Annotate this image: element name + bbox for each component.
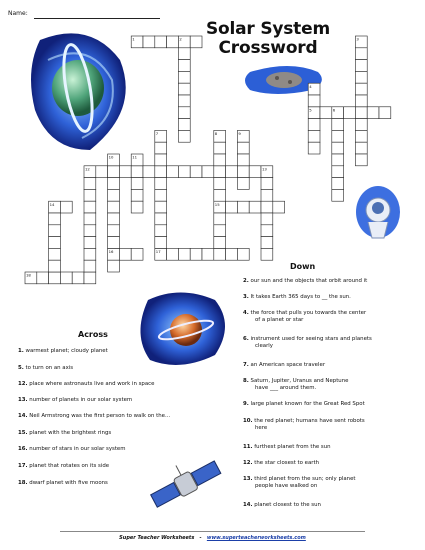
clue-text: place where astronauts live and work in space [29,381,155,387]
crossword-cell[interactable] [178,107,190,119]
crossword-cell[interactable] [108,178,120,190]
clue-text: Neil Armstrong was the first person to walk on the... [29,413,171,419]
crossword-cell[interactable] [84,213,96,225]
crossword-cell[interactable] [60,201,72,213]
crossword-cell[interactable] [178,248,190,260]
crossword-cell[interactable] [108,237,120,249]
crossword-cell[interactable] [49,225,61,237]
across-clue [18,430,193,437]
clue-text: planet with the brightest rings [29,430,112,436]
clue-number: 3. [243,294,249,300]
crossword-cell[interactable] [49,237,61,249]
clue-number: 6. [243,336,249,342]
crossword-cell[interactable] [355,142,367,154]
crossword-cell[interactable] [226,201,238,213]
crossword-cell[interactable] [308,130,320,142]
cell-number: 15 [214,201,220,207]
crossword-cell[interactable] [261,213,273,225]
clue-text: clearly [255,343,273,349]
clue-number: 15. [18,430,28,436]
clue-text: an American space traveler [250,362,326,368]
crossword-cell[interactable] [261,225,273,237]
crossword-cell[interactable] [155,154,167,166]
crossword-cell[interactable] [84,178,96,190]
crossword-cell[interactable] [167,36,179,48]
crossword-cell[interactable] [108,260,120,272]
crossword-cell[interactable] [155,189,167,201]
cell-number: 3 [356,36,359,42]
crossword-cell[interactable] [332,166,344,178]
across-clue [18,480,193,487]
down-clue [243,294,418,301]
crossword-cell[interactable] [237,201,249,213]
clue-text: It takes Earth 365 days to __ the sun. [250,294,351,300]
down-clue [243,362,418,369]
crossword-cell[interactable] [119,248,131,260]
crossword-cell[interactable] [367,107,379,119]
cell-number: 7 [155,131,159,136]
crossword-cell[interactable] [308,95,320,107]
crossword-cell[interactable] [108,201,120,213]
crossword-cell[interactable] [214,213,226,225]
cell-number: 13 [262,166,267,172]
clue-text: of a planet or star [255,317,304,323]
footer [0,535,425,541]
crossword-cell[interactable] [261,248,273,260]
crossword-cell[interactable] [355,95,367,107]
planet-with-ring-icon [31,33,126,150]
crossword-cell[interactable] [226,248,238,260]
across-clue [18,413,193,420]
crossword-cell[interactable] [178,48,190,60]
clue-text: to turn on an axis [25,365,74,371]
crossword-cell[interactable] [355,130,367,142]
clue-text: instrument used for seeing stars and planets [250,336,372,342]
clue-number: 7. [243,362,249,368]
crossword-cell[interactable] [49,248,61,260]
crossword-cell[interactable] [190,248,202,260]
crossword-cell[interactable] [237,154,249,166]
clue-number: 2. [243,278,249,284]
crossword-cell[interactable] [72,272,84,284]
crossword-cell[interactable] [332,130,344,142]
crossword-cell[interactable] [202,166,214,178]
crossword-cell[interactable] [190,36,202,48]
crossword-cell[interactable] [178,83,190,95]
crossword-cell[interactable] [119,166,131,178]
crossword-cell[interactable] [60,272,72,284]
down-clue [243,278,418,285]
across-clue [18,397,193,404]
crossword-cell[interactable] [190,166,202,178]
crossword-cell[interactable] [84,189,96,201]
crossword-cell[interactable] [214,225,226,237]
crossword-cell[interactable] [37,272,49,284]
crossword-cell[interactable] [155,36,167,48]
across-clue [18,446,193,453]
crossword-cell[interactable] [249,166,261,178]
crossword-cell[interactable] [379,107,391,119]
crossword-cell[interactable] [332,154,344,166]
crossword-cell[interactable] [214,248,226,260]
down-header: Down [290,262,316,271]
crossword-cell[interactable] [261,189,273,201]
clue-number: 9. [243,401,249,407]
crossword-cell[interactable] [131,189,143,201]
crossword-cell[interactable] [332,119,344,131]
cell-number: 16 [108,249,114,254]
crossword-cell[interactable] [214,142,226,154]
cell-number: 11 [132,154,138,160]
name-label: Name: [8,10,28,17]
cell-number: 5 [309,107,312,113]
footer-divider [60,531,365,532]
crossword-cell[interactable] [355,107,367,119]
title-line-1: Solar System [206,19,330,39]
across-clue [18,365,193,372]
crossword-cell[interactable] [308,142,320,154]
cell-number: 6 [332,107,336,113]
crossword-cell[interactable] [84,201,96,213]
crossword-cell[interactable] [355,154,367,166]
footer-brand: Super Teacher Worksheets [119,535,195,541]
clue-text: third planet from the sun; only planet [254,476,356,482]
cell-number: 2 [179,36,182,42]
cell-number: 8 [214,131,218,136]
astronaut-icon [356,186,400,238]
title-line-2: Crossword [218,38,318,58]
crossword-cell[interactable] [237,142,249,154]
clue-text: large planet known for the Great Red Spot [250,401,365,407]
clue-text: number of stars in our solar system [29,446,126,452]
crossword-cell[interactable] [131,248,143,260]
cell-number: 17 [155,249,161,254]
cell-number: 4 [309,83,312,89]
crossword-cell[interactable] [155,166,167,178]
crossword-cell[interactable] [237,166,249,178]
crossword-cell[interactable] [49,213,61,225]
across-clue [18,381,193,388]
clue-text: our sun and the objects that orbit around it [250,278,368,284]
crossword-cell[interactable] [143,36,155,48]
down-clue [243,444,418,451]
crossword-cell[interactable] [355,83,367,95]
clue-text: here [255,425,268,431]
cell-number: 9 [238,131,241,136]
clue-number: 12. [243,460,253,466]
crossword-cell[interactable] [155,225,167,237]
clue-number: 14. [243,502,253,508]
clue-text: furthest planet from the sun [254,444,331,450]
down-clue [243,502,418,509]
crossword-cell[interactable] [108,213,120,225]
across-header: Across [78,330,108,339]
crossword-cell[interactable] [84,237,96,249]
clue-number: 8. [243,378,249,384]
crossword-cell[interactable] [320,107,332,119]
crossword-cell[interactable] [308,119,320,131]
crossword-cell[interactable] [214,189,226,201]
cell-number: 12 [85,166,90,172]
clue-number: 10. [243,418,253,424]
crossword-cell[interactable] [155,178,167,190]
crossword-cell[interactable] [332,178,344,190]
down-clue [243,378,418,392]
clue-text: the red planet; humans have sent robots [254,418,365,424]
clue-text: the star closest to earth [254,460,320,466]
clue-number: 11. [243,444,253,450]
crossword-cell[interactable] [261,237,273,249]
clue-number: 14. [18,413,28,419]
crossword-cell[interactable] [49,260,61,272]
crossword-cell[interactable] [355,60,367,72]
clue-text: planet closest to the sun [254,502,321,508]
crossword-cell[interactable] [143,166,155,178]
crossword-cell[interactable] [131,201,143,213]
crossword-cell[interactable] [355,119,367,131]
crossword-cell[interactable] [108,189,120,201]
crossword-cell[interactable] [155,213,167,225]
crossword-cell[interactable] [178,119,190,131]
crossword-cell[interactable] [84,272,96,284]
crossword-cell[interactable] [261,201,273,213]
crossword-cell[interactable] [214,154,226,166]
clue-number: 1. [18,348,24,354]
crossword-cell[interactable] [178,95,190,107]
clue-text: have ___ around them. [255,385,317,391]
cell-number: 18 [26,272,31,278]
cell-number: 14 [49,201,55,207]
crossword-cell[interactable] [214,178,226,190]
crossword-cell[interactable] [261,178,273,190]
crossword-cell[interactable] [214,237,226,249]
crossword-cell[interactable] [84,248,96,260]
clue-number: 18. [18,480,28,486]
crossword-cell[interactable] [249,201,261,213]
down-clue [243,460,418,467]
crossword-cell[interactable] [167,248,179,260]
down-clue [243,310,418,324]
crossword-cell[interactable] [155,201,167,213]
crossword-cell[interactable] [237,248,249,260]
crossword-cell[interactable] [214,166,226,178]
clue-number: 16. [18,446,28,452]
crossword-cell[interactable] [332,189,344,201]
clue-number: 13. [18,397,28,403]
crossword-cell[interactable] [49,272,61,284]
crossword-cell[interactable] [332,142,344,154]
footer-separator: - [199,535,202,541]
crossword-cell[interactable] [178,130,190,142]
crossword-cell[interactable] [84,225,96,237]
clue-text: Saturn, Jupiter, Uranus and Neptune [250,378,349,384]
crossword-cell[interactable] [355,71,367,83]
clue-number: 12. [18,381,28,387]
clue-text: people have walked on [255,483,318,489]
clue-number: 4. [243,310,249,316]
crossword-cell[interactable] [155,142,167,154]
across-clue [18,348,193,355]
clue-number: 13. [243,476,253,482]
crossword-cell[interactable] [344,107,356,119]
crossword-cell[interactable] [273,201,285,213]
clue-number: 17. [18,463,28,469]
crossword-cell[interactable] [131,178,143,190]
clue-text: dwarf planet with five moons [29,480,108,486]
crossword-cell[interactable] [178,71,190,83]
crossword-cell[interactable] [178,166,190,178]
down-clue [243,476,418,490]
crossword-cell[interactable] [155,237,167,249]
down-clue [243,401,418,408]
clue-number: 5. [18,365,24,371]
crossword-cell[interactable] [355,48,367,60]
clue-text: number of planets in our solar system [29,397,133,403]
across-clue [18,463,193,470]
clue-text: warmest planet; cloudy planet [25,348,108,354]
crossword-cell[interactable] [131,166,143,178]
cell-number: 10 [108,154,114,160]
crossword-cell[interactable] [108,166,120,178]
down-clue [243,418,418,432]
crossword-cell[interactable] [84,260,96,272]
crossword-cell[interactable] [96,166,108,178]
crossword-cell[interactable] [237,178,249,190]
crossword-cell[interactable] [108,225,120,237]
footer-link[interactable]: www.superteacherworksheets.com [206,535,306,541]
clue-text: the force that pulls you towards the center [250,310,367,316]
crossword-cell[interactable] [178,60,190,72]
down-clue [243,336,418,350]
cell-number: 1 [132,36,135,42]
crossword-cell[interactable] [226,166,238,178]
crossword-cell[interactable] [167,166,179,178]
crossword-cell[interactable] [202,248,214,260]
clue-text: planet that rotates on its side [29,463,110,469]
